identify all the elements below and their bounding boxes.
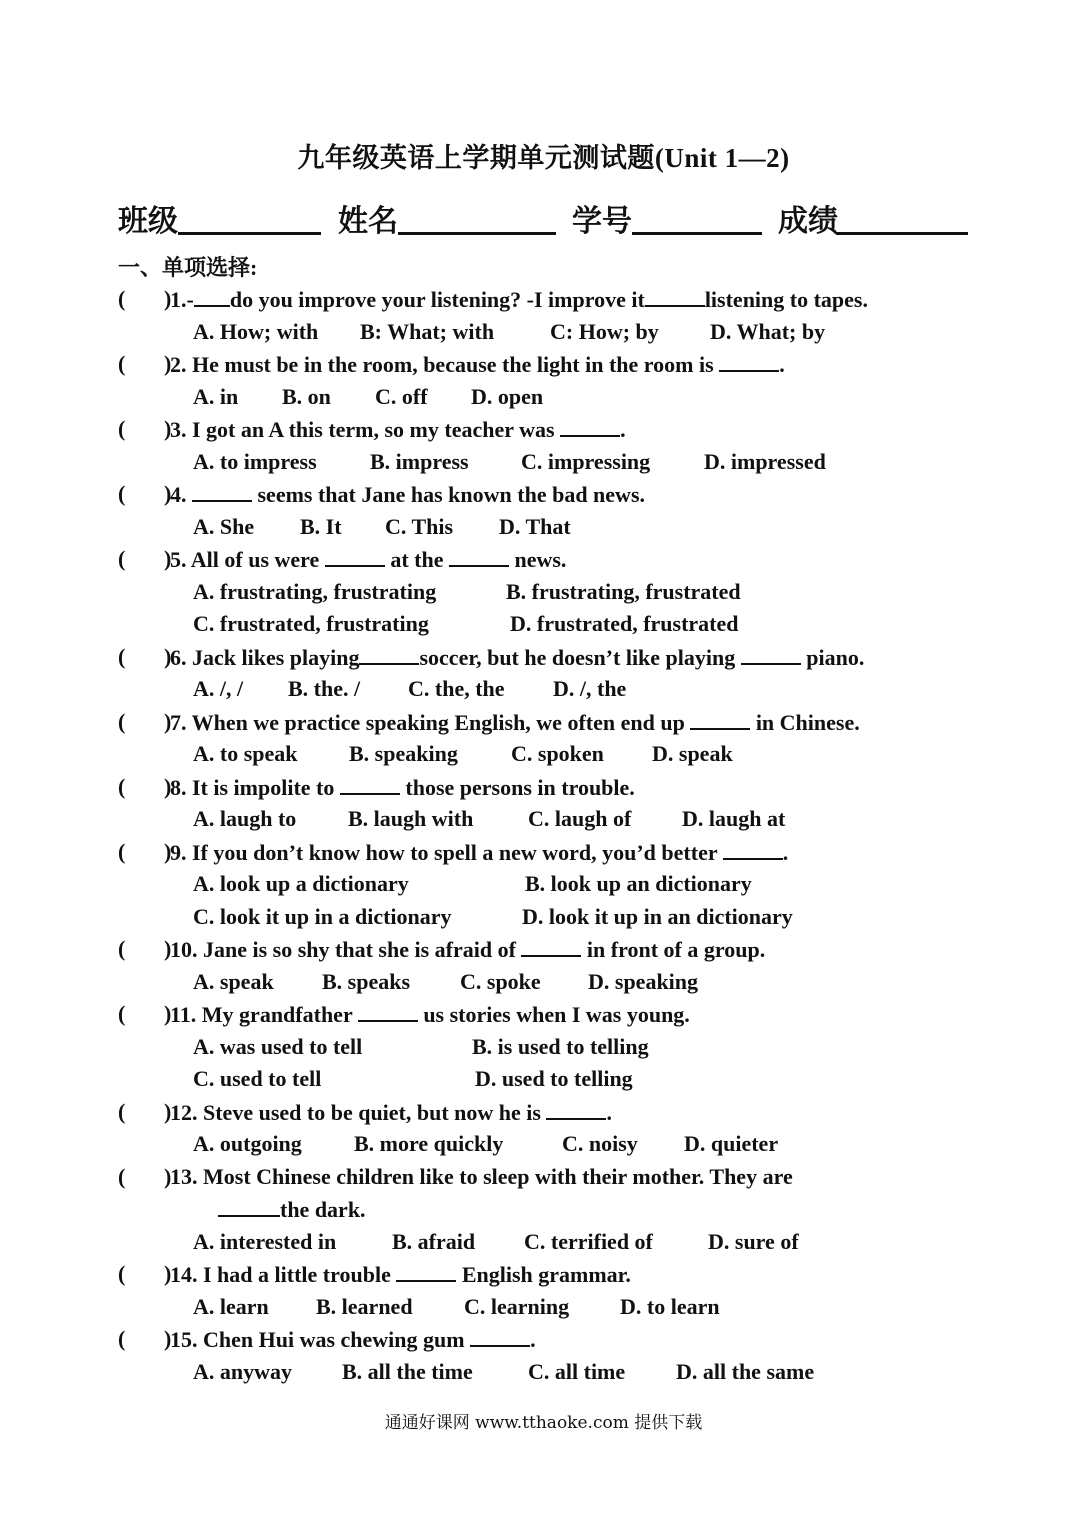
option-d[interactable]: D. frustrated, frustrated — [510, 611, 739, 636]
question-14 — [118, 1258, 978, 1323]
option-b[interactable]: B. speaking — [349, 741, 458, 766]
question-stem: 5. All of us were at the news. — [170, 543, 566, 577]
option-b[interactable]: B. all the time — [342, 1358, 473, 1384]
answer-paren-close: ) — [164, 773, 172, 799]
question-stem: 13. Most Chinese children like to sleep with their mother. They are — [170, 1163, 793, 1189]
options-row — [118, 381, 978, 414]
option-d[interactable]: D. speaking — [588, 968, 699, 994]
option-d[interactable]: D. open — [471, 383, 544, 409]
option-a[interactable]: A. anyway — [193, 1358, 293, 1384]
option-c[interactable]: C. look it up in a dictionary — [193, 903, 452, 929]
answer-blank[interactable] — [690, 706, 750, 730]
options-row — [118, 1356, 978, 1389]
option-a[interactable]: A. was used to tell — [193, 1033, 363, 1059]
answer-blank[interactable] — [192, 478, 252, 502]
options-row — [118, 511, 978, 544]
student-info-row — [118, 196, 973, 240]
question-9 — [118, 836, 978, 934]
option-c[interactable]: C. spoken — [511, 741, 604, 766]
answer-blank[interactable] — [194, 283, 230, 307]
answer-paren-close: ) — [164, 351, 172, 376]
question-stem: 15. Chen Hui was chewing gum . — [170, 1323, 536, 1357]
option-c[interactable]: C. impressing — [521, 448, 651, 474]
option-b[interactable]: B. the. / — [288, 676, 361, 701]
question-stem-continuation: the dark. — [218, 1193, 366, 1227]
option-c[interactable]: C. spoke — [460, 968, 541, 994]
answer-paren-open: ( — [118, 1001, 126, 1026]
option-b[interactable]: B. frustrating, frustrated — [506, 578, 741, 604]
option-d[interactable]: D. What; by — [710, 318, 826, 344]
answer-blank[interactable] — [470, 1323, 530, 1347]
answer-paren-close: ) — [164, 838, 172, 864]
answer-blank[interactable] — [741, 641, 801, 665]
question-stem: 11. My grandfather us stories when I was young. — [170, 998, 690, 1032]
options-row — [118, 1031, 978, 1064]
question-11 — [118, 998, 978, 1096]
options-row — [118, 868, 978, 901]
answer-paren-open: ( — [118, 708, 126, 734]
question-stem: 8. It is impolite to those persons in trouble. — [170, 771, 635, 805]
question-3 — [118, 413, 978, 478]
option-c[interactable]: C. used to tell — [193, 1066, 322, 1091]
answer-blank[interactable] — [546, 1096, 606, 1120]
footer-credit: 通通好课网 www.tthaoke.com 提供下载 — [384, 1413, 703, 1433]
question-stem: 1.- do you improve your listening? -I improve it listening to tapes. — [170, 283, 868, 317]
question-stem: 9. If you don’t know how to spell a new word, you’d better . — [170, 836, 788, 870]
answer-blank[interactable] — [521, 933, 581, 957]
question-stem: 2. He must be in the room, because the light in the room is . — [170, 348, 785, 382]
option-c[interactable]: C. the, the — [408, 676, 505, 701]
option-d[interactable]: D. /, the — [553, 676, 627, 701]
option-d[interactable]: D. all the same — [676, 1358, 815, 1384]
answer-paren-close: ) — [164, 1163, 172, 1189]
options-row — [118, 1291, 978, 1324]
option-b[interactable]: B. speaks — [322, 968, 411, 994]
option-d[interactable]: D. sure of — [708, 1228, 799, 1254]
option-d[interactable]: D. impressed — [704, 448, 826, 474]
answer-paren-open: ( — [118, 351, 126, 376]
answer-paren-open: ( — [118, 936, 126, 961]
option-d[interactable]: D. That — [499, 513, 571, 539]
answer-blank[interactable] — [359, 641, 419, 665]
answer-paren-open: ( — [118, 773, 126, 799]
name-label: 姓名 — [338, 205, 398, 238]
option-a[interactable]: A. /, / — [193, 676, 244, 701]
answer-paren-open: ( — [118, 546, 126, 571]
page-title: 九年级英语上学期单元测试题(Unit 1—2) — [297, 143, 790, 173]
options-row — [118, 1226, 978, 1259]
answer-paren-close: ) — [164, 1098, 172, 1124]
question-stem: 12. Steve used to be quiet, but now he is . — [170, 1096, 612, 1130]
answer-paren-open: ( — [118, 1326, 126, 1351]
options-row — [118, 608, 978, 641]
options-row — [118, 966, 978, 999]
options-row — [118, 576, 978, 609]
answer-blank[interactable] — [340, 771, 400, 795]
answer-blank[interactable] — [723, 836, 783, 860]
option-c[interactable]: C. laugh of — [528, 806, 632, 831]
option-b[interactable]: B. more quickly — [354, 1131, 504, 1156]
answer-blank[interactable] — [396, 1258, 456, 1282]
answer-paren-open: ( — [118, 416, 126, 441]
answer-paren-open: ( — [118, 643, 126, 669]
option-a[interactable]: A. outgoing — [193, 1131, 302, 1156]
option-b[interactable]: B. afraid — [392, 1228, 476, 1254]
answer-paren-close: ) — [164, 643, 172, 669]
answer-blank[interactable] — [449, 543, 509, 567]
answer-paren-open: ( — [118, 1098, 126, 1124]
question-stem: 7. When we practice speaking English, we often end up in Chinese. — [170, 706, 860, 740]
answer-blank[interactable] — [645, 283, 705, 307]
answer-blank[interactable] — [719, 348, 779, 372]
answer-paren-close: ) — [164, 546, 172, 571]
question-1 — [118, 283, 978, 348]
option-a[interactable]: A. to speak — [193, 741, 298, 766]
id-field[interactable] — [632, 232, 762, 235]
answer-paren-open: ( — [118, 1261, 126, 1286]
option-a[interactable]: A. look up a dictionary — [193, 871, 409, 896]
question-stem: 4. seems that Jane has known the bad news. — [170, 478, 645, 512]
options-row — [118, 738, 978, 771]
question-7 — [118, 706, 978, 771]
option-a[interactable]: A. laugh to — [193, 806, 297, 831]
answer-paren-close: ) — [164, 416, 172, 441]
answer-paren-close: ) — [164, 1326, 172, 1351]
score-label: 成绩 — [778, 205, 838, 238]
answer-blank[interactable] — [218, 1193, 280, 1217]
question-stem: 10. Jane is so shy that she is afraid of in front of a group. — [170, 933, 765, 967]
option-a[interactable]: A. to impress — [193, 448, 317, 474]
options-row — [118, 901, 978, 934]
option-a[interactable]: A. frustrating, frustrating — [193, 578, 437, 604]
option-b[interactable]: B. on — [282, 383, 331, 409]
option-c[interactable]: C. all time — [528, 1358, 626, 1384]
answer-paren-open: ( — [118, 1163, 126, 1189]
question-5 — [118, 543, 978, 641]
option-c[interactable]: C: How; by — [550, 318, 659, 344]
option-a[interactable]: A. She — [193, 513, 255, 539]
question-stem: 6. Jack likes playing soccer, but he doesn’t like playing piano. — [170, 641, 864, 675]
question-8 — [118, 771, 978, 836]
option-a[interactable]: A. interested in — [193, 1228, 337, 1254]
option-c[interactable]: C. This — [385, 513, 454, 539]
option-d[interactable]: D. used to telling — [475, 1066, 633, 1091]
score-field[interactable] — [836, 232, 968, 235]
question-4 — [118, 478, 978, 543]
option-a[interactable]: A. in — [193, 383, 239, 409]
answer-blank[interactable] — [560, 413, 620, 437]
option-b[interactable]: B: What; with — [360, 318, 495, 344]
options-row — [118, 1063, 978, 1096]
answer-paren-open: ( — [118, 838, 126, 864]
option-b[interactable]: B. is used to telling — [472, 1033, 649, 1059]
option-c[interactable]: C. frustrated, frustrating — [193, 611, 429, 636]
question-12 — [118, 1096, 978, 1161]
option-a[interactable]: A. learn — [193, 1293, 269, 1319]
answer-paren-close: ) — [164, 1001, 172, 1026]
option-b[interactable]: B. look up an dictionary — [525, 871, 752, 896]
option-c[interactable]: C. off — [375, 383, 428, 409]
option-c[interactable]: C. learning — [464, 1293, 570, 1319]
option-a[interactable]: A. How; with — [193, 318, 319, 344]
option-b[interactable]: B. laugh with — [348, 806, 474, 831]
answer-blank[interactable] — [325, 543, 385, 567]
question-6 — [118, 641, 978, 706]
options-row — [118, 1128, 978, 1161]
option-b[interactable]: B. learned — [316, 1293, 413, 1319]
class-field[interactable] — [178, 232, 321, 235]
options-row — [118, 673, 978, 706]
question-list — [118, 283, 978, 1388]
option-c[interactable]: C. noisy — [562, 1131, 638, 1156]
question-2 — [118, 348, 978, 413]
answer-paren-close: ) — [164, 708, 172, 734]
option-d[interactable]: D. quieter — [684, 1131, 779, 1156]
answer-blank[interactable] — [358, 998, 418, 1022]
answer-paren-close: ) — [164, 481, 172, 506]
answer-paren-close: ) — [164, 286, 172, 311]
id-label: 学号 — [572, 205, 632, 238]
option-c[interactable]: C. terrified of — [524, 1228, 653, 1254]
answer-paren-open: ( — [118, 481, 126, 506]
question-10 — [118, 933, 978, 998]
answer-paren-open: ( — [118, 286, 126, 311]
option-a[interactable]: A. speak — [193, 968, 274, 994]
option-d[interactable]: D. to learn — [620, 1293, 720, 1319]
answer-paren-close: ) — [164, 936, 172, 961]
options-row — [118, 803, 978, 836]
question-13 — [118, 1161, 978, 1259]
question-stem: 14. I had a little trouble English grammar. — [170, 1258, 631, 1292]
name-field[interactable] — [398, 232, 556, 235]
option-d[interactable]: D. laugh at — [682, 806, 786, 831]
class-label: 班级 — [118, 205, 178, 238]
option-b[interactable]: B. impress — [370, 448, 469, 474]
option-d[interactable]: D. speak — [652, 741, 733, 766]
option-d[interactable]: D. look it up in an dictionary — [522, 903, 793, 929]
options-row — [118, 316, 978, 349]
question-stem: 3. I got an A this term, so my teacher was . — [170, 413, 626, 447]
question-15 — [118, 1323, 978, 1388]
answer-paren-close: ) — [164, 1261, 172, 1286]
options-row — [118, 446, 978, 479]
section-title: 一、单项选择: — [118, 255, 258, 280]
option-b[interactable]: B. It — [300, 513, 342, 539]
